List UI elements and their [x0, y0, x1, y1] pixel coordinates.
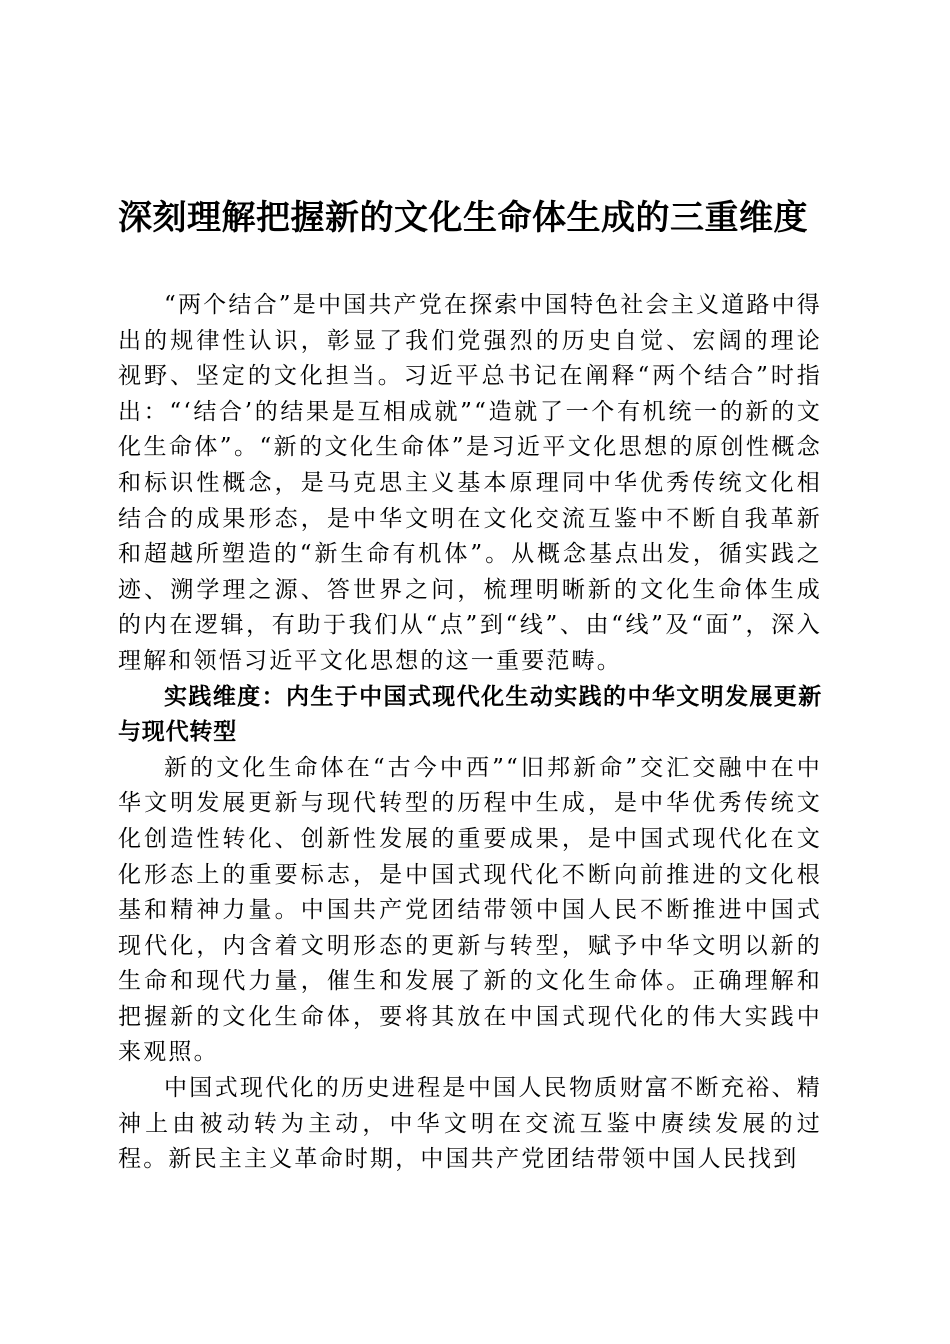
- intro-paragraph: “两个结合”是中国共产党在探索中国特色社会主义道路中得出的规律性认识，彰显了我们党强烈的历史自觉、宏阔的理论视野、坚定的文化担当。习近平总书记在阐释“两个结合”时指出：“‘结合’的结果是互相成就”“造就了一个有机统一的新的文化生命体”。“新的文化生命体”是习近平文化思想的原创性概念和标识性概念，是马克思主义基本原理同中华优秀传统文化相结合的成果形态，是中华文明在文化交流互鉴中不断自我革新和超越所塑造的“新生命有机体”。从概念基点出发，循实践之迹、溯学理之源、答世界之问，梳理明晰新的文化生命体生成的内在逻辑，有助于我们从“点”到“线”、由“线”及“面”，深入理解和领悟习近平文化思想的这一重要范畴。: [118, 292, 822, 674]
- body-paragraph-2: 中国式现代化的历史进程是中国人民物质财富不断充裕、精神上由被动转为主动，中华文明在交流互鉴中赓续发展的过程。新民主主义革命时期，中国共产党团结带领中国人民找到: [118, 1075, 822, 1173]
- document-body: [118, 288, 822, 1178]
- body-paragraph-1: 新的文化生命体在“古今中西”“旧邦新命”交汇交融中在中华文明发展更新与现代转型的历程中生成，是中华优秀传统文化创造性转化、创新性发展的重要成果，是中国式现代化在文化形态上的重要标志，是中国式现代化不断向前推进的文化根基和精神力量。中国共产党团结带领中国人民不断推进中国式现代化，内含着文明形态的更新与转型，赋予中华文明以新的生命和现代力量，催生和发展了新的文化生命体。正确理解和把握新的文化生命体，要将其放在中国式现代化的伟大实践中来观照。: [118, 754, 822, 1066]
- document-title: 深刻理解把握新的文化生命体生成的三重维度: [118, 198, 808, 238]
- section-heading: 实践维度：内生于中国式现代化生动实践的中华文明发展更新与现代转型: [118, 683, 822, 746]
